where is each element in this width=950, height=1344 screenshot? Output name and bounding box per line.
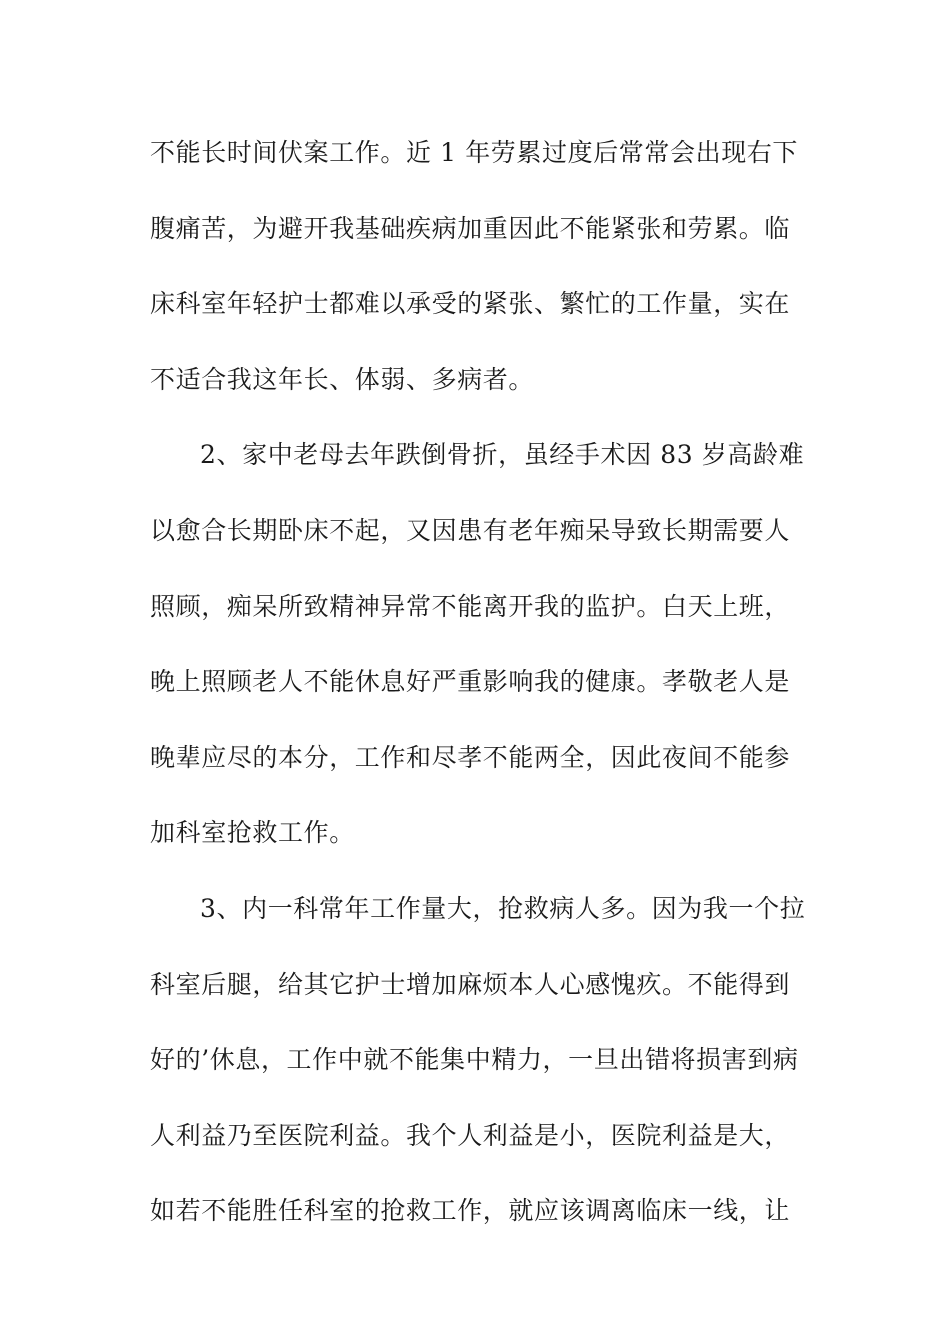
paragraph-start-line: 2、家中老母去年跌倒骨折，虽经手术因 83 岁高龄难	[200, 440, 805, 470]
text-line: 床科室年轻护士都难以承受的紧张、繁忙的工作量，实在	[150, 289, 791, 319]
paragraph-start-line: 3、内一科常年工作量大，抢救病人多。因为我一个拉	[200, 893, 806, 923]
body-text	[150, 128, 810, 1262]
text-line: 好的’休息，工作中就不能集中精力，一旦出错将损害到病	[150, 1045, 799, 1075]
text-line: 不能长时间伏案工作。近 1 年劳累过度后常常会出现右下	[150, 138, 799, 167]
text-line: 腹痛苦，为避开我基础疾病加重因此不能紧张和劳累。临	[150, 213, 791, 243]
text-line: 以愈合长期卧床不起，又因患有老年痴呆导致长期需要人	[150, 515, 791, 545]
text-line: 晚上照顾老人不能休息好严重影响我的健康。孝敬老人是	[150, 667, 791, 697]
text-line: 晚辈应尽的本分，工作和尽孝不能两全，因此夜间不能参	[150, 742, 791, 772]
text-line: 加科室抢救工作。	[150, 818, 355, 848]
text-line: 照顾，痴呆所致精神异常不能离开我的监护。白天上班，	[150, 591, 791, 621]
text-line: 不适合我这年长、体弱、多病者。	[150, 364, 535, 394]
text-line: 人利益乃至医院利益。我个人利益是小，医院利益是大，	[150, 1120, 791, 1150]
text-line: 科室后腿，给其它护士增加麻烦本人心感愧疚。不能得到	[150, 969, 791, 999]
text-line: 如若不能胜任科室的抢救工作，就应该调离临床一线，让	[150, 1196, 791, 1226]
